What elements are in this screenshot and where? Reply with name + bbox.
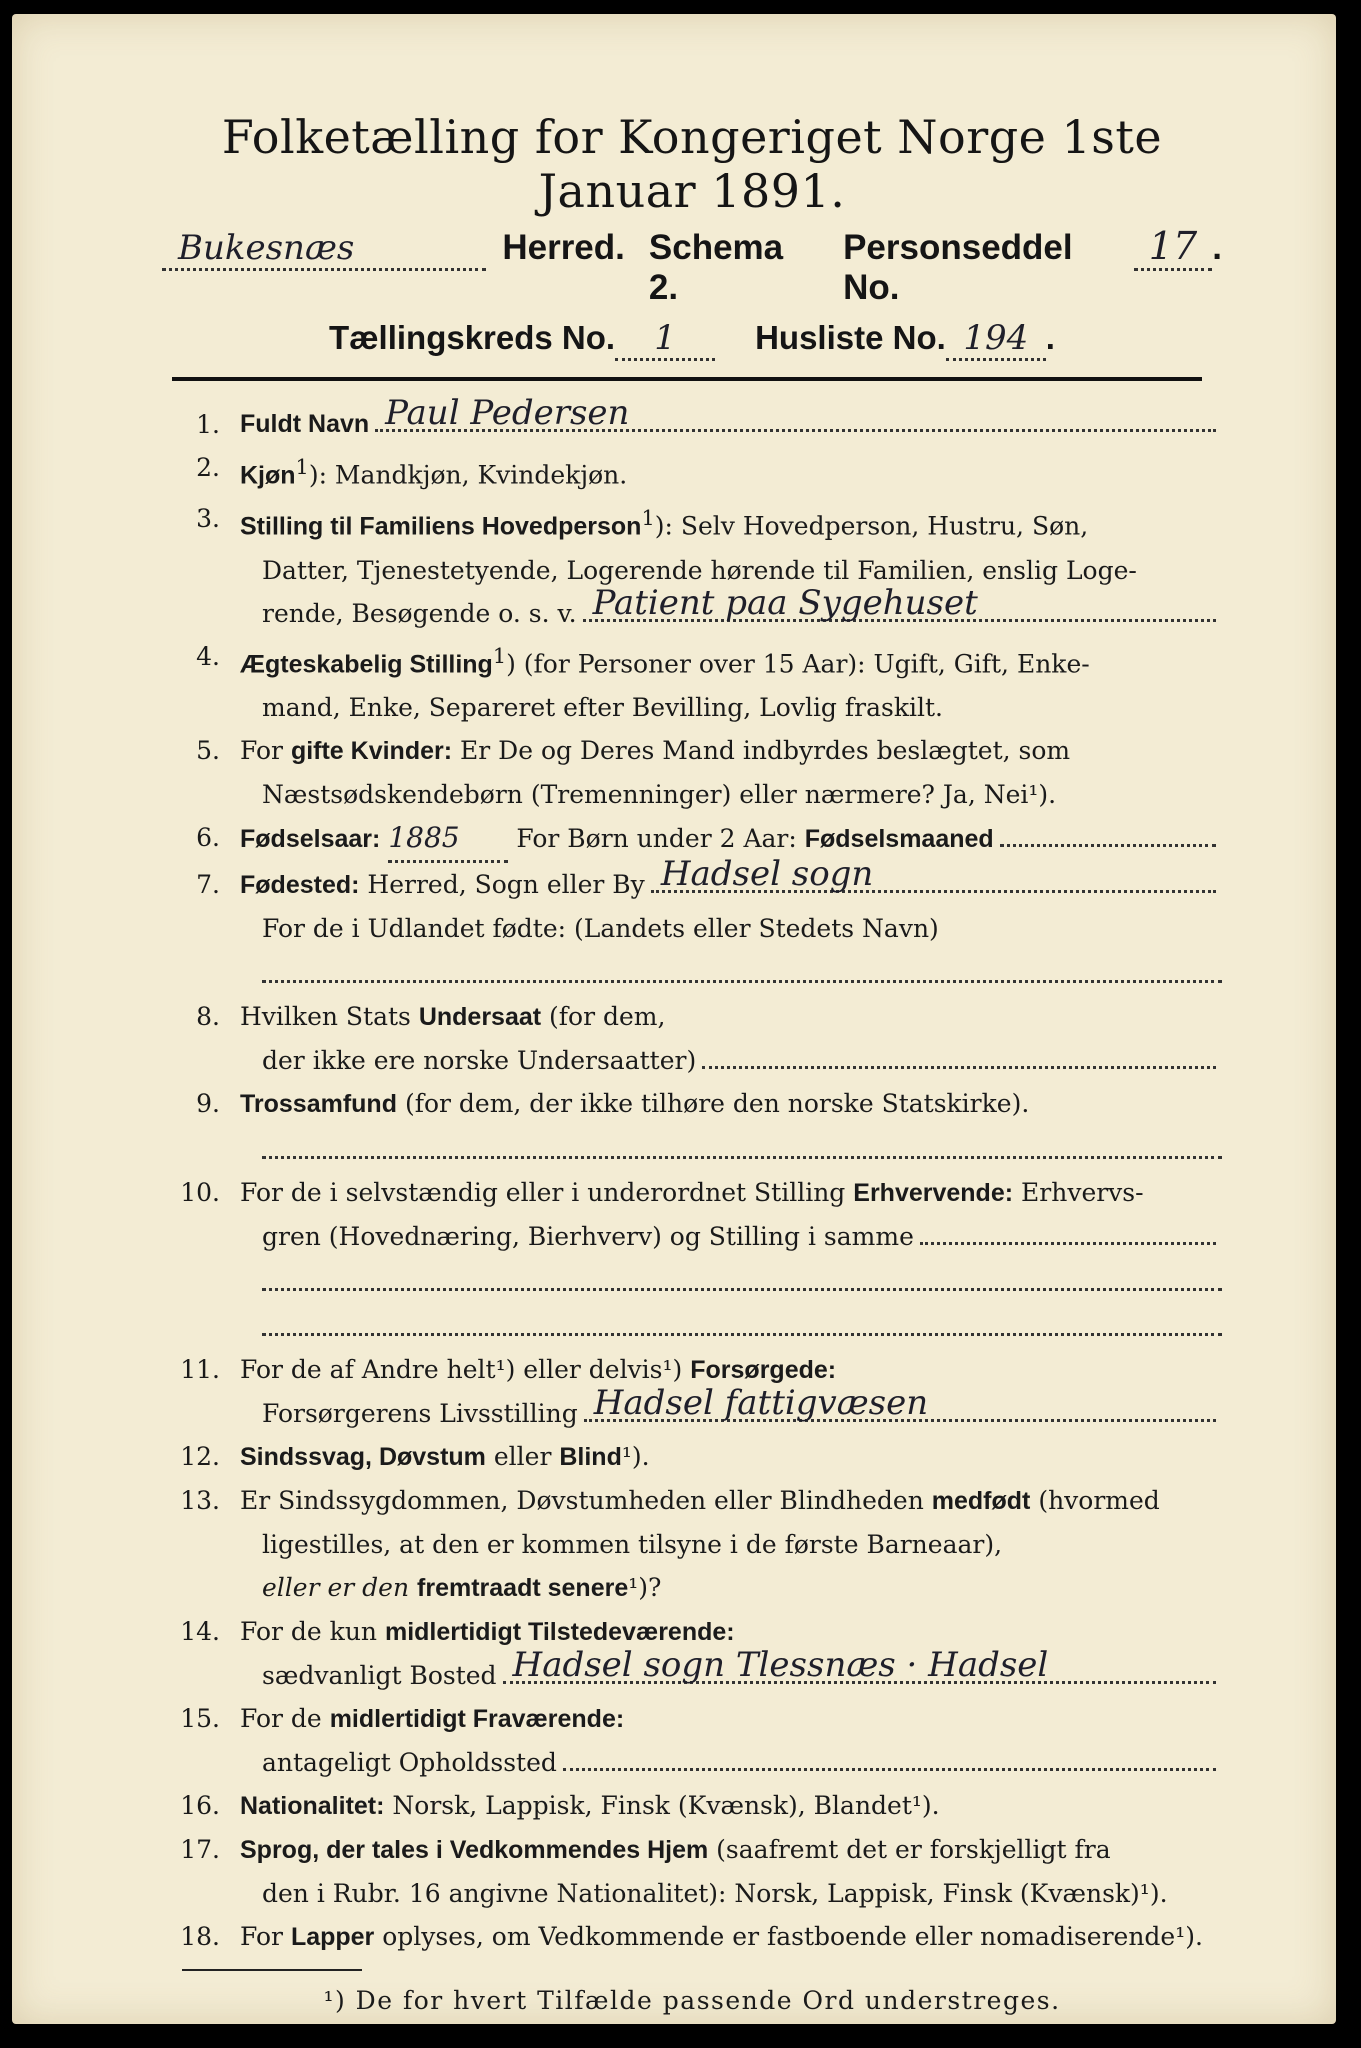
field-6-value: 1885 <box>388 820 460 854</box>
field-8-line2: der ikke ere norske Undersaatter) <box>162 1039 1222 1082</box>
field-10-blank-1 <box>262 1258 1222 1291</box>
field-13: 13. Er Sindssygdommen, Døvstumheden eller Blindheden medfødt (hvormed <box>180 1485 1160 1515</box>
field-3-line3: rende, Besøgende o. s. v. Patient paa Sygehuset <box>162 592 1222 635</box>
field-7: 7. Fødested: Herred, Sogn eller By Hadsel sogn <box>162 863 1222 907</box>
field-7-line2: For de i Udlandet fødte: (Landets eller Stedets Navn) <box>262 913 939 943</box>
herred-schema-row: Bukesnæs Herred. Schema 2. Personseddel No. 17 . <box>162 224 1222 308</box>
field-11-label: Forsørgede: <box>690 1355 837 1384</box>
field-9: 9. Trossamfund (for dem, der ikke tilhøre den norske Statskirke). <box>196 1088 1030 1118</box>
field-6: 6. Fødselsaar: 1885 For Børn under 2 Aar: Fødselsmaaned <box>162 816 1222 863</box>
field-7-label: Fødested: <box>240 870 360 899</box>
field-15-line2: antageligt Opholdssted <box>162 1741 1222 1784</box>
field-1-label: Fuldt Navn <box>240 410 370 438</box>
field-10-line2: gren (Hovednæring, Bierhverv) og Stilling i samme <box>162 1215 1222 1258</box>
field-16: 16. Nationalitet: Norsk, Lappisk, Finsk (Kvænsk), Blandet¹). <box>180 1790 940 1820</box>
field-9-label: Trossamfund <box>240 1089 397 1118</box>
schema-label: Schema 2. <box>648 228 784 307</box>
census-form-page <box>12 14 1336 2024</box>
field-6-label2: Fødselsmaaned <box>804 824 994 853</box>
field-9-blank <box>262 1126 1222 1159</box>
field-4-line2: mand, Enke, Separeret efter Bevilling, Lovlig fraskilt. <box>262 692 943 722</box>
field-17: 17. Sprog, der tales i Vedkommendes Hjem (saafremt det er forskjelligt fra <box>180 1834 1111 1864</box>
herred-label: Herred. <box>502 228 625 267</box>
field-2: 2. Kjøn$^1$): Mandkjøn, Kvindekjøn. <box>196 453 628 490</box>
field-11: 11. For de af Andre helt¹) eller delvis¹) Forsørgede: <box>180 1354 837 1384</box>
husliste-group: Husliste No. 194 . <box>755 318 1055 361</box>
personseddel-label: Personseddel No. <box>843 228 1073 307</box>
field-11-value: Hadsel fattigvæsen <box>593 1382 929 1423</box>
field-7-blank <box>262 950 1222 983</box>
field-4-label: Ægteskabelig Stilling <box>240 649 493 678</box>
field-5-label: gifte Kvinder: <box>290 736 453 765</box>
field-11-line2: Forsørgerens Livsstilling Hadsel fattigvæsen <box>162 1392 1222 1435</box>
field-18-label: Lapper <box>290 1922 375 1951</box>
field-16-label: Nationalitet: <box>240 1791 385 1820</box>
field-13-line3: eller er den fremtraadt senere¹)? <box>262 1572 662 1602</box>
footnote: ¹) De for hvert Tilfælde passende Ord understreges. <box>323 1985 1061 2015</box>
field-14-label: midlertidigt Tilstedeværende: <box>384 1617 735 1646</box>
herred-value: Bukesnæs <box>178 228 355 268</box>
field-11-fill <box>584 1382 1216 1423</box>
field-10-label: Erhvervende: <box>853 1178 1014 1207</box>
field-17-line2: den i Rubr. 16 angivne Nationalitet): Norsk, Lappisk, Finsk (Kvænsk)¹). <box>262 1878 1168 1908</box>
kreds-label: Tællingskreds No. <box>329 319 616 356</box>
field-10: 10. For de i selvstændig eller i underordnet Stilling Erhvervende: Erhvervs- <box>180 1177 1144 1207</box>
personseddel-value: 17 <box>1148 224 1198 268</box>
field-15-label: midlertidigt Fraværende: <box>329 1704 625 1733</box>
field-6-fill <box>388 816 508 863</box>
field-3-line2: Datter, Tjenestetyende, Logerende hørende til Familien, enslig Loge- <box>262 555 1137 585</box>
field-1-value: Paul Pedersen <box>385 393 630 433</box>
field-4: 4. Ægteskabelig Stilling$^1$) (for Personer over 15 Aar): Ugift, Gift, Enke- <box>196 641 1090 678</box>
footnote-divider <box>182 1969 362 1971</box>
header-divider <box>172 377 1202 381</box>
field-3: 3. Stilling til Familiens Hovedperson$^1$): Selv Hovedperson, Hustru, Søn, <box>196 504 1089 541</box>
field-7-value: Hadsel sogn <box>660 853 874 894</box>
field-10-blank-2 <box>262 1303 1222 1336</box>
field-18: 18. For Lapper oplyses, om Vedkommende er fastboende eller nomadiserende¹). <box>180 1921 1203 1951</box>
field-14-line2: sædvanligt Bosted Hadsel sogn Tlessnæs · Hadsel <box>162 1654 1222 1697</box>
field-8-label: Undersaat <box>418 1002 542 1031</box>
field-17-label: Sprog, der tales i Vedkommendes Hjem <box>240 1835 709 1864</box>
field-15: 15. For de midlertidigt Fraværende: <box>180 1703 625 1733</box>
husliste-field <box>946 318 1046 361</box>
herred-field <box>162 228 486 271</box>
husliste-label: Husliste No. <box>755 319 946 356</box>
kreds-group <box>329 318 715 361</box>
field-12-label: Sindssvag, Døvstum <box>240 1442 486 1471</box>
field-12: 12. Sindssvag, Døvstum eller Blind¹). <box>180 1441 650 1471</box>
field-3-value: Patient paa Sygehuset <box>592 582 978 623</box>
personseddel-field <box>1134 224 1213 271</box>
field-8: 8. Hvilken Stats Undersaat (for dem, <box>196 1001 666 1031</box>
kreds-field <box>615 318 715 361</box>
field-1: 1. Fuldt Navn Paul Pedersen <box>162 403 1222 446</box>
husliste-value: 194 <box>963 318 1029 358</box>
field-3-label: Stilling til Familiens Hovedperson <box>240 512 642 541</box>
kreds-value: 1 <box>654 318 676 358</box>
field-7-fill <box>651 853 1216 894</box>
form-content <box>162 100 1222 2022</box>
field-5: 5. For gifte Kvinder: Er De og Deres Mand indbyrdes beslægtet, som <box>196 735 1071 765</box>
field-14: 14. For de kun midlertidigt Tilstedeværende: <box>180 1616 735 1646</box>
form-title: Folketælling for Kongeriget Norge 1ste Januar 1891. <box>221 110 1163 218</box>
field-14-value: Hadsel sogn Tlessnæs · Hadsel <box>512 1644 1049 1685</box>
field-2-label: Kjøn <box>240 461 296 490</box>
field-5-line2: Næstsødskendebørn (Tremenninger) eller nærmere? Ja, Nei¹). <box>262 779 1057 809</box>
kreds-husliste-row <box>162 318 1222 361</box>
form-items <box>162 393 1222 2022</box>
field-13-label: medfødt <box>931 1486 1031 1515</box>
field-3-fill <box>583 582 1216 623</box>
field-13-line2: ligestilles, at den er kommen tilsyne i de første Barneaar), <box>262 1529 1003 1559</box>
field-6-label: Fødselsaar: <box>240 824 381 853</box>
